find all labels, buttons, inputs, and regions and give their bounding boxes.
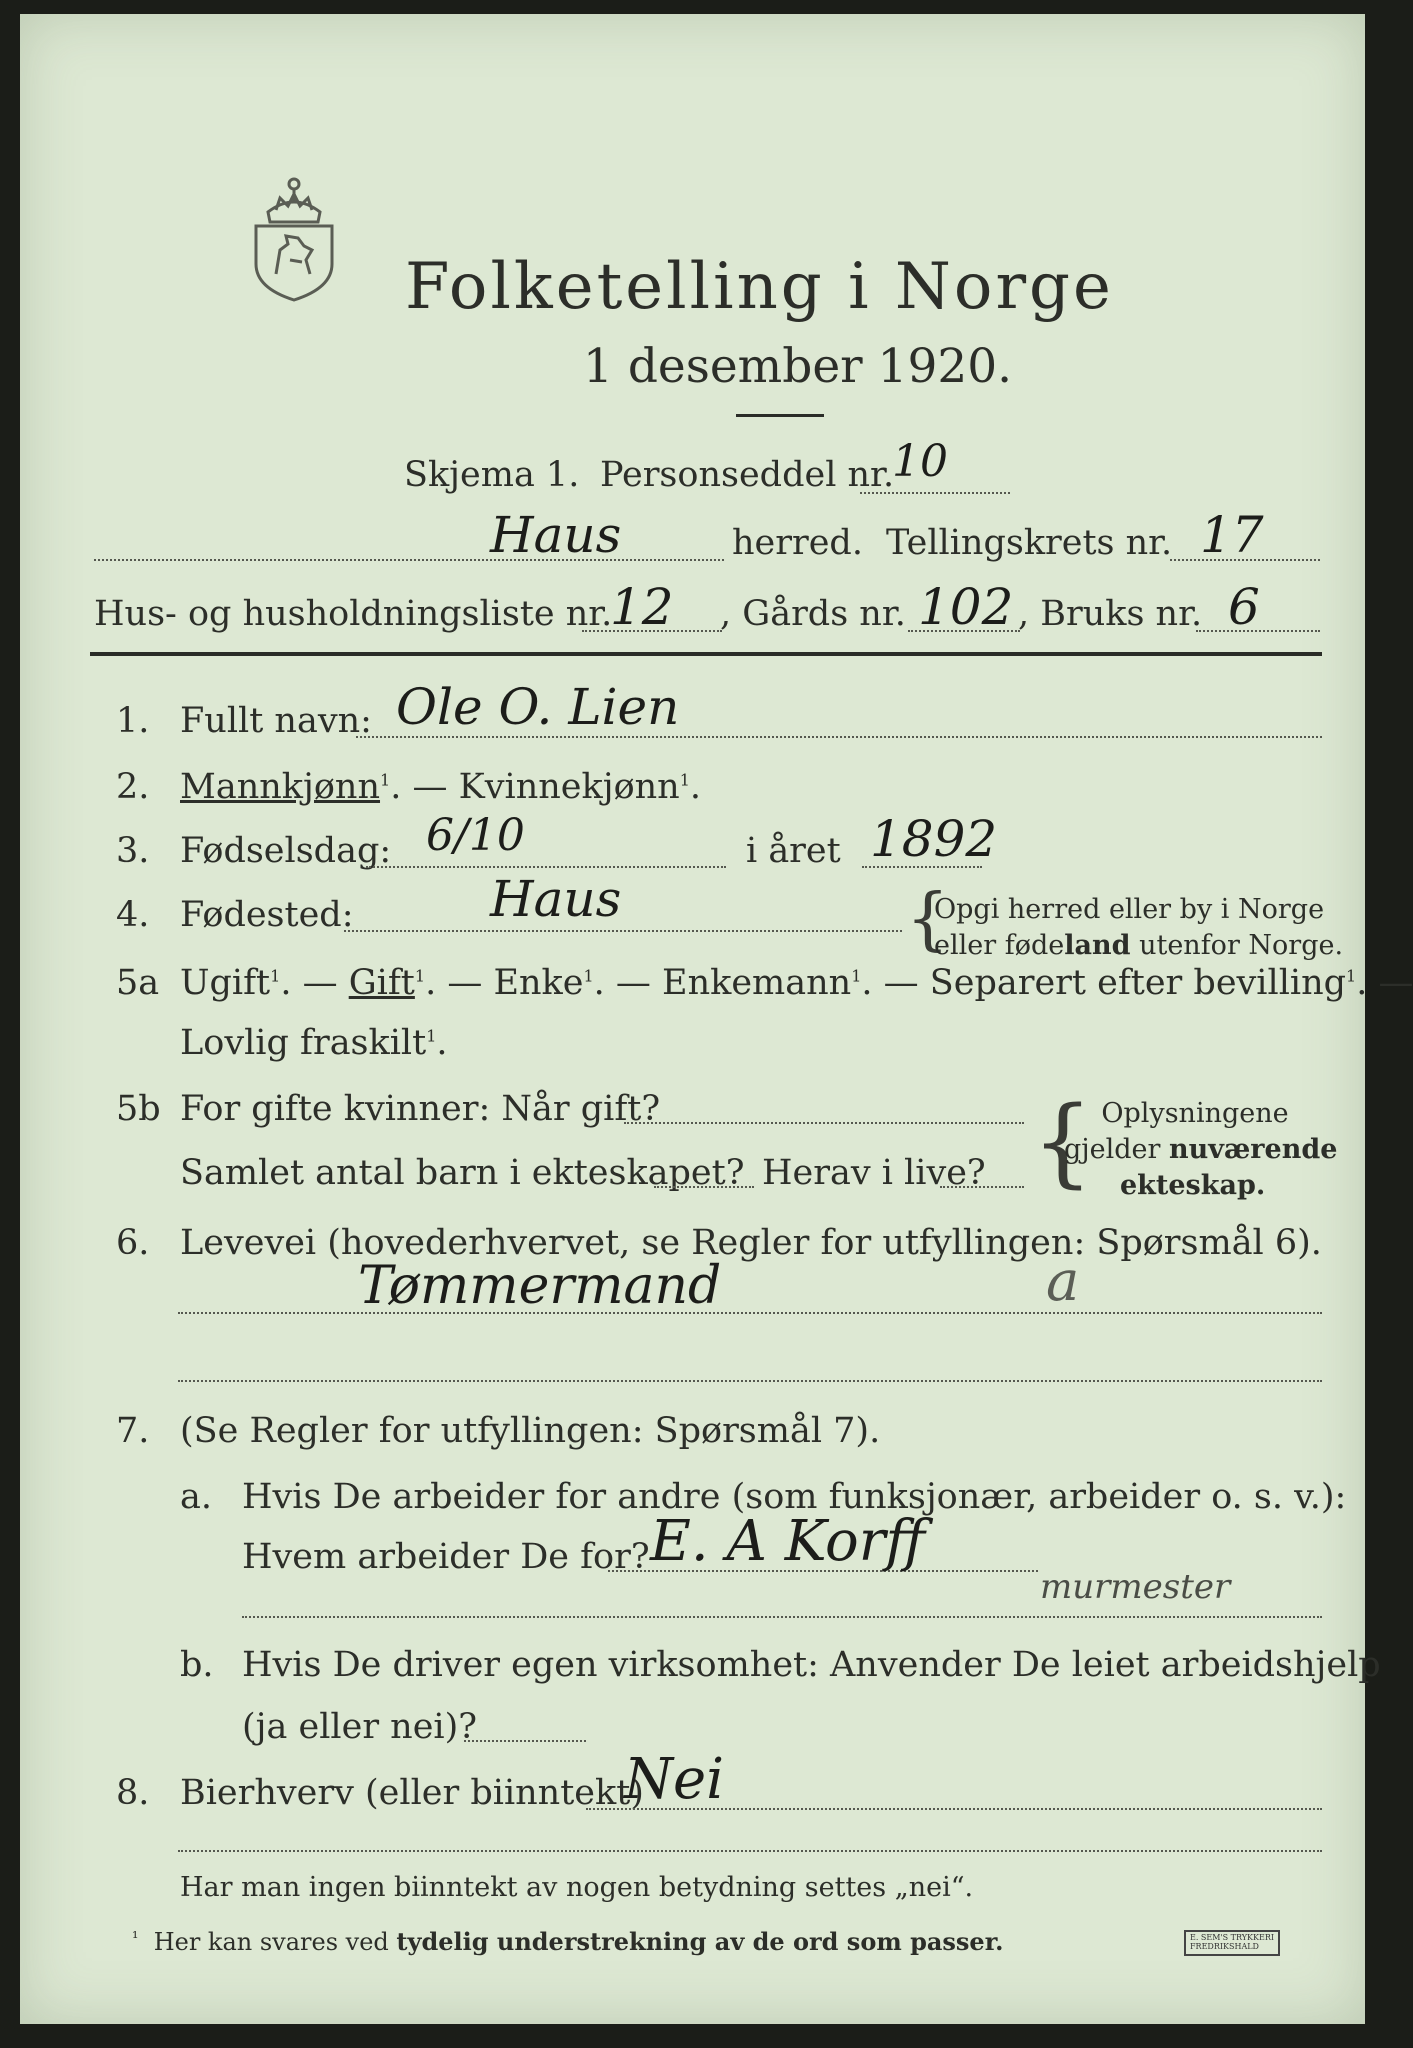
q6-line-2: [178, 1380, 1322, 1382]
census-date: 1 desember 1920.: [583, 339, 1013, 394]
q5b-note-3: ekteskap.: [1120, 1170, 1266, 1201]
tellingskrets-label: Tellingskrets nr.: [886, 523, 1173, 563]
title-rule: [736, 414, 824, 417]
q2-female: Kvinnekjønn: [458, 767, 680, 807]
q3-number: 3.: [116, 831, 150, 871]
q5b-number: 5b: [116, 1089, 161, 1129]
q5b-label: For gifte kvinner: Når gift?: [180, 1089, 661, 1129]
q7a-label: Hvis De arbeider for andre (som funksjonær, arbeider o. s. v.):: [242, 1477, 1347, 1517]
skjema-label: Skjema 1.: [404, 455, 580, 495]
q7-label: (Se Regler for utfyllingen: Spørsmål 7).: [180, 1411, 881, 1451]
q7a-value: E. A Korff: [650, 1509, 926, 1574]
q6-mark: a: [1046, 1249, 1080, 1314]
form-title: Folketelling i Norge: [405, 250, 1114, 324]
q3-year-label: i året: [746, 831, 841, 871]
q5a-gift: Gift: [348, 963, 415, 1003]
q7a-margin-note: murmester: [1040, 1567, 1231, 1607]
q5a-fraskilt: Lovlig fraskilt$^1$.: [180, 1023, 448, 1063]
q8-line-2: [178, 1850, 1322, 1852]
q7b-label-2: (ja eller nei)?: [242, 1707, 478, 1747]
q4-number: 4.: [116, 895, 150, 935]
q5b-note-1: Oplysningene: [1101, 1098, 1289, 1129]
q4-line: [344, 930, 902, 932]
q7a-line-2: [242, 1616, 1322, 1618]
census-form-sheet: [20, 14, 1413, 2024]
q5a-number: 5a: [116, 963, 160, 1003]
q5b-barn-line: [654, 1186, 754, 1188]
q7b-line: [464, 1740, 586, 1742]
q6-line-1: [178, 1312, 1322, 1314]
printer-stamp: E. SEM'S TRYKKERI FREDRIKSHALD: [1184, 1930, 1280, 1956]
q6-value: Tømmermand: [358, 1256, 722, 1316]
q4-value: Haus: [490, 870, 622, 928]
q8-value: Nei: [624, 1747, 725, 1812]
herred-line: [94, 559, 724, 561]
q6-number: 6.: [116, 1223, 150, 1263]
gards-value: 102: [918, 578, 1014, 636]
q2-options: Mannkjønn$^1$. — Kvinnekjønn$^1$.: [180, 767, 702, 807]
q6-label: Levevei (hovederhvervet, se Regler for utfyllingen: Spørsmål 6).: [180, 1223, 1322, 1263]
q4-note-1: Opgi herred eller by i Norge: [934, 894, 1325, 925]
bruks-label: , Bruks nr.: [1018, 594, 1203, 634]
q1-value: Ole O. Lien: [396, 678, 680, 736]
q3-value: 6/10: [426, 810, 525, 861]
q3-year-value: 1892: [870, 810, 998, 868]
footer-note: Har man ingen biinntekt av nogen betydning settes „nei“.: [180, 1872, 974, 1903]
bruks-value: 6: [1228, 578, 1260, 636]
tellingskrets-value: 17: [1200, 506, 1264, 564]
q7a-letter: a.: [180, 1477, 212, 1517]
q5b-live-label: Herav i live?: [762, 1153, 986, 1193]
q2-separator: . —: [390, 767, 459, 807]
q4-brace: {: [906, 880, 950, 959]
footnote: $^{^1}$ Her kan svares ved tydelig understrekning av de ord som passer.: [132, 1927, 1004, 1956]
herred-value: Haus: [490, 506, 622, 564]
q1-number: 1.: [116, 701, 150, 741]
q8-number: 8.: [116, 1773, 150, 1813]
q2-number: 2.: [116, 767, 150, 807]
q5b-note-2: gjelder nuværende: [1064, 1134, 1338, 1165]
q5a-options: Ugift$^1$. — Gift$^1$. — Enke$^1$. — Enkemann$^1$. — Separert efter bevilling$^1$. —: [180, 963, 1413, 1003]
q1-line: [356, 736, 1322, 738]
husliste-label: Hus- og husholdningsliste nr.: [94, 594, 613, 634]
q5b-live-line: [940, 1186, 1024, 1188]
herred-label: herred.: [732, 523, 863, 563]
personseddel-value: 10: [892, 436, 948, 487]
q7b-label: Hvis De driver egen virksomhet: Anvender De leiet arbeidshjelp: [242, 1645, 1381, 1685]
personseddel-line: [860, 492, 1010, 494]
q4-note-2: eller fødeland utenfor Norge.: [934, 930, 1344, 961]
q5b-line: [624, 1122, 1024, 1124]
husliste-value: 12: [610, 578, 674, 636]
personseddel-label: Personseddel nr.: [600, 455, 895, 495]
coat-of-arms-icon: [246, 164, 342, 304]
q3-line: [366, 866, 726, 868]
q3-label: Fødselsdag:: [180, 831, 392, 871]
q7a-who-label: Hvem arbeider De for?: [242, 1537, 650, 1577]
q8-label: Bierhverv (eller biinntekt): [180, 1773, 644, 1813]
q1-label: Fullt navn:: [180, 701, 372, 741]
q7b-letter: b.: [180, 1645, 214, 1685]
q2-male: Mannkjønn: [180, 767, 381, 807]
q5b-brace: {: [1032, 1086, 1094, 1198]
q7-number: 7.: [116, 1411, 150, 1451]
header-divider: [90, 652, 1322, 656]
q4-label: Fødested:: [180, 895, 354, 935]
gards-label: , Gårds nr.: [720, 594, 906, 634]
q5b-barn-label: Samlet antal barn i ekteskapet?: [180, 1153, 745, 1193]
